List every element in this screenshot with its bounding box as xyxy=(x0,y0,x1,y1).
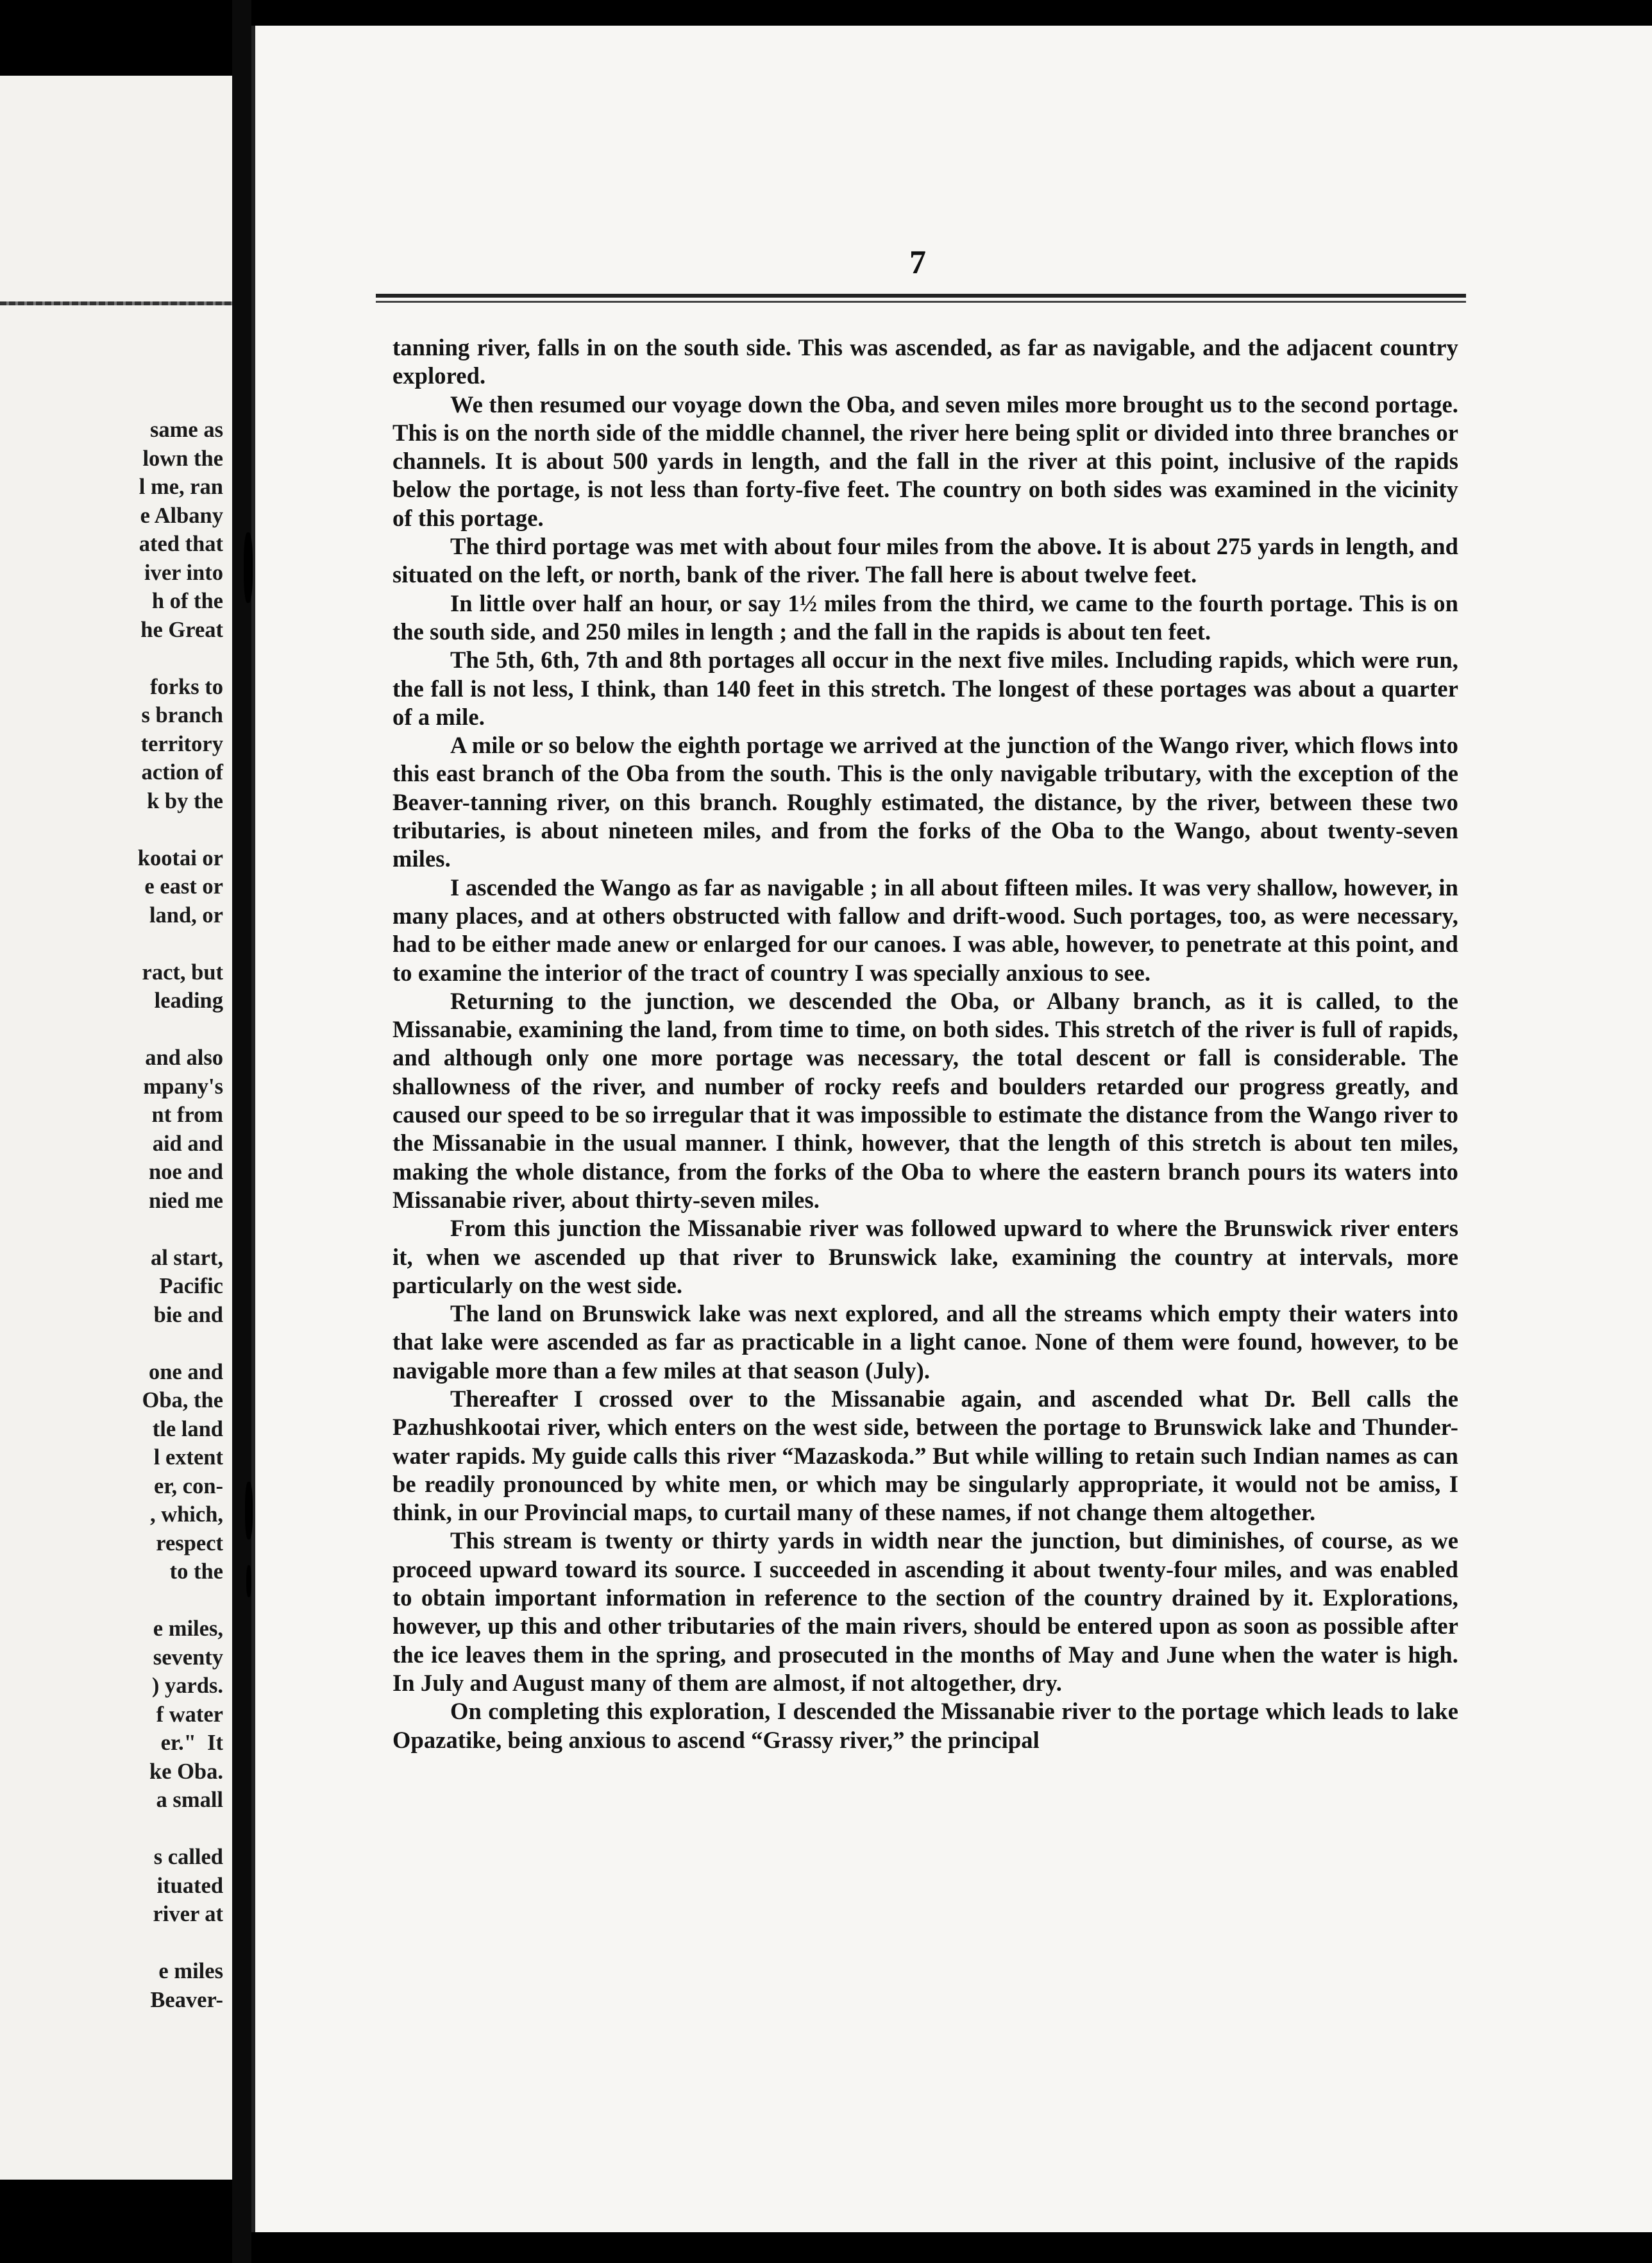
left-page-line: he Great xyxy=(140,617,223,642)
left-page-line: Pacific xyxy=(159,1274,223,1298)
left-page-line: leading xyxy=(154,988,223,1013)
paragraph: The land on Brunswick lake was next explored, and all the streams which empty their waters into that lake were ascended as far as practicable in a light canoe. None of them were found, however, to be navigable more than a few miles at that season (July). xyxy=(392,1300,1458,1384)
body-text xyxy=(392,334,1458,1754)
left-page-line: al start, xyxy=(150,1245,223,1270)
left-page-line: respect xyxy=(156,1530,223,1555)
left-page-line: and also xyxy=(145,1046,223,1070)
left-page-line: mpany's xyxy=(143,1074,223,1099)
left-page-header-rule xyxy=(0,301,232,305)
paragraph: I ascended the Wango as far as navigable ; in all about fifteen miles. It was very shallow, however, in many places, and at others obstructed with fallow and drift-wood. Such portages, too, as were necessary, had to be either made anew or enlarged for our canoes. I was able, however, to penetrate at this point, and to examine the interior of the tract of country I was specially anxious to see. xyxy=(392,874,1458,986)
left-page-line: kootai or xyxy=(137,845,223,870)
left-page-line: iver into xyxy=(144,560,223,585)
left-page-line: ke Oba. xyxy=(149,1759,223,1784)
left-page-line: to the xyxy=(169,1559,223,1584)
binding-mark xyxy=(245,1482,253,1539)
left-page-line: Oba, the xyxy=(142,1388,223,1412)
paragraph: On completing this exploration, I descended the Missanabie river to the portage which leads to lake Opazatike, being anxious to ascend “Grassy river,” the principal xyxy=(392,1698,1458,1753)
header-rule xyxy=(376,294,1466,303)
left-page-line: nt from xyxy=(151,1103,223,1127)
left-page-line: k by the xyxy=(147,788,223,813)
left-page-line: er, con- xyxy=(154,1473,223,1498)
left-page-line: seventy xyxy=(153,1645,223,1670)
left-page-fragment xyxy=(0,76,232,2180)
left-page-line: bie and xyxy=(153,1302,223,1327)
left-page-line xyxy=(0,929,223,958)
paragraph: The 5th, 6th, 7th and 8th portages all occur in the next five miles. Including rapids, which were run, the fall is not less, I think, than 140 feet in this stretch. The longest of these portages was about a quarter of a mile. xyxy=(392,647,1458,730)
left-page-line: nied me xyxy=(149,1188,223,1213)
left-page-line xyxy=(0,1586,223,1615)
left-page-line: l me, ran xyxy=(139,475,223,499)
left-page-line: one and xyxy=(149,1359,223,1384)
left-page-line xyxy=(0,1815,223,1843)
left-page-line: er." It xyxy=(160,1731,223,1755)
left-page-line: ) yards. xyxy=(151,1674,223,1698)
left-page-line: tle land xyxy=(152,1416,223,1441)
left-page-line: forks to xyxy=(149,674,223,699)
left-page-line xyxy=(0,1015,223,1044)
paragraph: In little over half an hour, or say 1½ miles from the third, we came to the fourth portage. This is on the south side, and 250 miles in length ; and the fall in the rapids is about ten feet. xyxy=(392,589,1458,645)
left-page-line: lown the xyxy=(142,446,223,471)
paragraph: From this junction the Missanabie river was followed upward to where the Brunswick river enters it, when we ascended up that river to Brunswick lake, examining the country at intervals, more particularly on the west side. xyxy=(392,1215,1458,1298)
left-page-line: aid and xyxy=(152,1131,223,1156)
left-page-line xyxy=(0,1329,223,1358)
left-page-line: river at xyxy=(153,1902,223,1926)
left-page-line: noe and xyxy=(149,1160,223,1184)
paragraph: Returning to the junction, we descended the Oba, or Albany branch, as it is called, to the Missanabie, examining the land, from time to time, on both sides. This stretch of the river is full of rapids, and although only one more portage was necessary, the total descent or fall is considerable. The shallowness of the river, and number of rocky reefs and boulders retarded our progress greatly, and caused our speed to be so irregular that it was impossible to estimate the distance from the Wango river to the Missanabie in the usual manner. I think, however, that the length of this stretch is about ten miles, making the whole distance, from the forks of the Oba to where the eastern branch pours its waters into Missanabie river, about thirty-seven miles. xyxy=(392,987,1458,1213)
left-page-line: land, or xyxy=(149,903,223,928)
left-page-line: ract, but xyxy=(142,960,223,985)
left-page-line: same as xyxy=(149,418,223,442)
paragraph: tanning river, falls in on the south side. This was ascended, as far as navigable, and the adjacent country explored. xyxy=(392,334,1458,389)
paragraph: We then resumed our voyage down the Oba, and seven miles more brought us to the second portage. This is on the north side of the middle channel, the river here being split or divided into three branches or channels. It is about 500 yards in length, and the fall in the river at this point, inclusive of the rapids below the portage, is not less than forty-five feet. The country on both sides was examined in the vicinity of this portage. xyxy=(392,391,1458,531)
book-gutter xyxy=(232,0,251,2263)
left-page-line xyxy=(0,644,223,673)
paragraph: A mile or so below the eighth portage we arrived at the junction of the Wango river, which flows into this east branch of the Oba from the south. This is the only navigable tributary, with the exception of the Beaver-tanning river, on this branch. Roughly estimated, the distance, by the river, between these two tributaries, is about nineteen miles, and from the forks of the Oba to the Wango, about twenty-seven miles. xyxy=(392,732,1458,872)
left-page-line: h of the xyxy=(151,589,223,613)
left-page-line: e miles xyxy=(158,1959,223,1983)
left-page-line: ated that xyxy=(139,532,223,556)
left-page-line: territory xyxy=(140,731,223,756)
left-page-line: a small xyxy=(156,1788,223,1812)
left-page-line: action of xyxy=(141,760,223,784)
left-page-line: e Albany xyxy=(140,503,223,528)
paragraph: Thereafter I crossed over to the Missanabie again, and ascended what Dr. Bell calls the Pazhushkootai river, which enters on the west side, between the portage to Brunswick lake and Thunder-water rapids. My guide calls this river “Mazaskoda.” But while willing to retain such Indian names as can be readily pronounced by white men, or which may be singularly appropriate, it would not be amiss, I think, in our Provincial maps, to curtail many of these names, if not change them altogether. xyxy=(392,1385,1458,1526)
left-page-text-fragments xyxy=(0,416,223,2014)
left-page-line: l extent xyxy=(153,1445,223,1470)
left-page-line: ituated xyxy=(156,1873,223,1898)
left-page-line xyxy=(0,815,223,844)
left-page-line: f water xyxy=(156,1702,223,1727)
left-page-line xyxy=(0,1215,223,1244)
paragraph: The third portage was met with about four miles from the above. It is about 275 yards in length, and situated on the left, or north, bank of the river. The fall here is about twelve feet. xyxy=(392,533,1458,588)
page-edge xyxy=(251,26,255,2232)
binding-mark xyxy=(246,1565,251,1597)
left-page-line xyxy=(0,1929,223,1958)
page-number: 7 xyxy=(909,244,926,281)
left-page-line: s called xyxy=(153,1845,223,1869)
binding-mark xyxy=(244,532,253,603)
left-page-line: Beaver- xyxy=(150,1987,223,2012)
left-page-line: s branch xyxy=(141,703,223,727)
paragraph: This stream is twenty or thirty yards in width near the junction, but diminishes, of course, as we proceed upward toward its source. I succeeded in ascending it about twenty-four miles, and was enabled to obtain important information in reference to the section of the country drained by it. Explorations, however, up this and other tributaries of the main rivers, should be entered upon as soon as possible after the ice leaves them in the spring, and prosecuted in the months of May and June when the water is high. In July and August many of them are almost, if not altogether, dry. xyxy=(392,1527,1458,1696)
left-page-line: e miles, xyxy=(153,1616,223,1641)
left-page-line: , which, xyxy=(149,1502,223,1527)
left-page-line: e east or xyxy=(144,874,223,899)
